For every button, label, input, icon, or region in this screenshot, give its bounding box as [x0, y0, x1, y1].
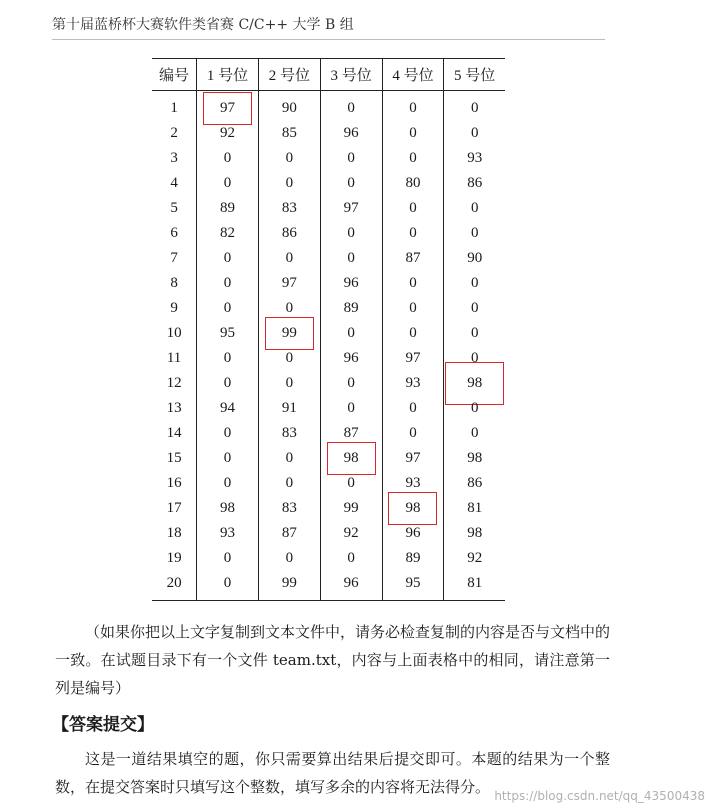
cell-value: 0 — [470, 275, 479, 291]
cell-value: 0 — [409, 100, 417, 116]
cell-value: 81 — [467, 575, 483, 591]
table-row — [152, 571, 505, 601]
cell-value: 98 — [343, 450, 359, 466]
cell-value: 97 — [405, 350, 421, 366]
cell-value: 93 — [220, 525, 236, 541]
score-cell — [382, 296, 444, 321]
section-title: 【答案提交】 — [52, 715, 154, 735]
cell-value: 0 — [409, 275, 417, 291]
cell-value: 0 — [409, 150, 417, 166]
cell-value: 83 — [281, 200, 297, 216]
cell-value: 93 — [405, 375, 421, 391]
row-number-cell — [152, 571, 197, 601]
score-cell — [444, 521, 505, 546]
row-number-cell — [152, 521, 197, 546]
cell-value: 0 — [285, 350, 294, 366]
row-number-cell — [152, 121, 197, 146]
cell-value: 97 — [343, 200, 359, 216]
cell-value: 81 — [467, 500, 483, 516]
cell-value: 0 — [223, 175, 232, 191]
cell-value: 86 — [281, 225, 297, 241]
score-cell — [382, 346, 444, 371]
score-cell — [258, 121, 320, 146]
score-cell — [320, 121, 382, 146]
cell-value: 8 — [170, 275, 178, 291]
cell-value: 99 — [281, 575, 297, 591]
cell-value: 0 — [285, 175, 294, 191]
cell-value: 0 — [285, 375, 294, 391]
page-header: 第十届蓝桥杯大赛软件类省赛 C/C++ 大学 B 组 — [52, 14, 605, 40]
table-row — [152, 371, 505, 396]
cell-value: 96 — [343, 275, 359, 291]
cell-value: 0 — [223, 300, 232, 316]
watermark: https://blog.csdn.net/qq_43500438 — [494, 789, 705, 803]
cell-value: 1 — [170, 100, 178, 116]
cell-value: 98 — [467, 375, 483, 391]
cell-value: 11 — [166, 350, 182, 366]
score-cell — [258, 571, 320, 601]
cell-value: 16 — [166, 475, 182, 491]
score-cell — [382, 146, 444, 171]
score-cell — [320, 546, 382, 571]
score-cell — [197, 91, 259, 122]
cell-value: 96 — [343, 350, 359, 366]
cell-value: 97 — [220, 100, 236, 116]
cell-value: 98 — [467, 525, 483, 541]
score-cell — [320, 146, 382, 171]
cell-value: 89 — [405, 550, 421, 566]
row-number-cell — [152, 496, 197, 521]
score-cell — [444, 121, 505, 146]
score-cell — [382, 321, 444, 346]
table-row — [152, 296, 505, 321]
score-cell — [258, 421, 320, 446]
score-cell — [197, 396, 259, 421]
cell-value: 99 — [343, 500, 359, 516]
column-header: 5 号位 — [444, 59, 505, 91]
cell-value: 0 — [285, 300, 294, 316]
row-number-cell — [152, 421, 197, 446]
score-cell — [320, 321, 382, 346]
score-cell — [320, 221, 382, 246]
score-cell — [320, 496, 382, 521]
table-row — [152, 546, 505, 571]
cell-value: 95 — [405, 575, 421, 591]
cell-value: 92 — [343, 525, 359, 541]
cell-value: 0 — [347, 550, 355, 566]
score-cell — [320, 346, 382, 371]
cell-value: 0 — [223, 250, 232, 266]
cell-value: 83 — [281, 500, 297, 516]
cell-value: 2 — [170, 125, 178, 141]
table-row — [152, 496, 505, 521]
row-number-cell — [152, 246, 197, 271]
row-number-cell — [152, 396, 197, 421]
row-number-cell — [152, 221, 197, 246]
row-number-cell — [152, 546, 197, 571]
score-cell — [444, 296, 505, 321]
cell-value: 97 — [281, 275, 297, 291]
cell-value: 90 — [281, 100, 297, 116]
score-cell — [444, 496, 505, 521]
score-cell — [197, 571, 259, 601]
cell-value: 0 — [347, 250, 355, 266]
score-cell — [197, 471, 259, 496]
column-header: 1 号位 — [197, 59, 259, 91]
table-row — [152, 196, 505, 221]
score-cell — [197, 496, 259, 521]
score-cell — [444, 246, 505, 271]
cell-value: 98 — [467, 450, 483, 466]
cell-value: 96 — [343, 125, 359, 141]
cell-value: 0 — [470, 225, 479, 241]
cell-value: 99 — [281, 325, 297, 341]
cell-value: 0 — [223, 375, 232, 391]
score-cell — [197, 546, 259, 571]
score-cell — [444, 371, 505, 396]
score-cell — [382, 571, 444, 601]
cell-value: 87 — [281, 525, 297, 541]
row-number-cell — [152, 346, 197, 371]
score-cell — [197, 146, 259, 171]
score-cell — [320, 446, 382, 471]
score-cell — [382, 221, 444, 246]
row-number-cell — [152, 321, 197, 346]
score-table — [152, 58, 505, 601]
table-row — [152, 271, 505, 296]
cell-value: 7 — [170, 250, 178, 266]
score-cell — [320, 171, 382, 196]
cell-value: 0 — [409, 200, 417, 216]
table-row — [152, 246, 505, 271]
score-cell — [258, 171, 320, 196]
cell-value: 0 — [470, 100, 479, 116]
score-cell — [258, 196, 320, 221]
score-cell — [444, 91, 505, 122]
cell-value: 91 — [281, 400, 297, 416]
score-cell — [444, 421, 505, 446]
cell-value: 19 — [166, 550, 182, 566]
cell-value: 80 — [405, 175, 421, 191]
cell-value: 0 — [470, 125, 479, 141]
column-header: 2 号位 — [258, 59, 320, 91]
cell-value: 98 — [220, 500, 236, 516]
score-cell — [444, 271, 505, 296]
score-cell — [320, 91, 382, 122]
score-cell — [197, 171, 259, 196]
row-number-cell — [152, 446, 197, 471]
score-cell — [444, 146, 505, 171]
cell-value: 4 — [170, 175, 178, 191]
cell-value: 6 — [170, 225, 178, 241]
score-cell — [197, 296, 259, 321]
score-cell — [382, 196, 444, 221]
cell-value: 97 — [405, 450, 421, 466]
cell-value: 0 — [470, 425, 479, 441]
cell-value: 14 — [166, 425, 182, 441]
cell-value: 94 — [220, 400, 236, 416]
score-cell — [382, 171, 444, 196]
table-row — [152, 521, 505, 546]
cell-value: 17 — [166, 500, 182, 516]
score-cell — [258, 146, 320, 171]
score-cell — [320, 571, 382, 601]
score-cell — [444, 571, 505, 601]
table-row — [152, 91, 505, 122]
cell-value: 0 — [223, 425, 232, 441]
table-row — [152, 221, 505, 246]
cell-value: 92 — [467, 550, 483, 566]
score-cell — [197, 346, 259, 371]
row-number-cell — [152, 146, 197, 171]
score-cell — [444, 171, 505, 196]
score-cell — [258, 396, 320, 421]
cell-value: 96 — [405, 525, 421, 541]
cell-value: 0 — [285, 150, 294, 166]
column-header: 编号 — [159, 68, 190, 84]
cell-value: 0 — [285, 475, 294, 491]
cell-value: 0 — [347, 150, 355, 166]
row-number-cell — [152, 296, 197, 321]
score-cell — [382, 446, 444, 471]
cell-value: 92 — [220, 125, 236, 141]
score-cell — [258, 546, 320, 571]
score-cell — [320, 296, 382, 321]
cell-value: 87 — [405, 250, 421, 266]
score-cell — [197, 271, 259, 296]
cell-value: 89 — [343, 300, 359, 316]
cell-value: 96 — [343, 575, 359, 591]
score-cell — [320, 271, 382, 296]
cell-value: 0 — [409, 425, 417, 441]
cell-value: 0 — [223, 475, 232, 491]
cell-value: 15 — [166, 450, 182, 466]
cell-value: 0 — [347, 225, 355, 241]
score-cell — [258, 91, 320, 122]
cell-value: 0 — [223, 450, 232, 466]
row-number-cell — [152, 91, 197, 122]
cell-value: 95 — [220, 325, 236, 341]
cell-value: 86 — [467, 475, 483, 491]
cell-value: 0 — [285, 550, 294, 566]
cell-value: 0 — [347, 325, 355, 341]
row-number-cell — [152, 371, 197, 396]
cell-value: 0 — [409, 400, 417, 416]
cell-value: 0 — [470, 300, 479, 316]
score-cell — [320, 196, 382, 221]
cell-value: 0 — [409, 225, 417, 241]
score-cell — [382, 371, 444, 396]
cell-value: 0 — [285, 250, 294, 266]
table-header-row — [152, 59, 505, 91]
score-cell — [258, 521, 320, 546]
score-cell — [258, 446, 320, 471]
cell-value: 0 — [470, 325, 479, 341]
score-cell — [444, 446, 505, 471]
score-cell — [382, 546, 444, 571]
table-row — [152, 321, 505, 346]
score-cell — [382, 496, 444, 521]
cell-value: 0 — [223, 350, 232, 366]
cell-value: 98 — [405, 500, 421, 516]
score-cell — [382, 396, 444, 421]
cell-value: 93 — [467, 150, 483, 166]
score-cell — [197, 421, 259, 446]
cell-value: 20 — [166, 575, 182, 591]
cell-value: 0 — [223, 575, 232, 591]
cell-value: 89 — [220, 200, 236, 216]
cell-value: 83 — [281, 425, 297, 441]
cell-value: 0 — [223, 275, 232, 291]
cell-value: 82 — [220, 225, 236, 241]
cell-value: 3 — [170, 150, 178, 166]
score-cell — [258, 271, 320, 296]
table-body — [152, 91, 505, 601]
score-cell — [197, 246, 259, 271]
score-cell — [444, 321, 505, 346]
score-cell — [382, 91, 444, 122]
cell-value: 86 — [467, 175, 483, 191]
table-row — [152, 171, 505, 196]
score-cell — [258, 321, 320, 346]
score-cell — [444, 221, 505, 246]
score-cell — [444, 471, 505, 496]
score-cell — [320, 371, 382, 396]
cell-value: 0 — [347, 175, 355, 191]
column-header: 3 号位 — [320, 59, 382, 91]
score-cell — [197, 196, 259, 221]
score-cell — [197, 446, 259, 471]
row-number-cell — [152, 271, 197, 296]
cell-value: 0 — [347, 400, 355, 416]
row-number-cell — [152, 171, 197, 196]
cell-value: 90 — [467, 250, 483, 266]
cell-value: 0 — [409, 325, 417, 341]
column-header: 4 号位 — [382, 59, 444, 91]
score-cell — [197, 371, 259, 396]
cell-value: 85 — [281, 125, 297, 141]
score-cell — [258, 471, 320, 496]
score-cell — [258, 371, 320, 396]
score-cell — [382, 246, 444, 271]
score-cell — [382, 271, 444, 296]
cell-value: 9 — [170, 300, 178, 316]
score-cell — [320, 521, 382, 546]
cell-value: 0 — [470, 200, 479, 216]
score-cell — [258, 246, 320, 271]
answer-instructions: 这是一道结果填空的题，你只需要算出结果后提交即可。本题的结果为一个整数，在提交答案时只填写这个整数，填写多余的内容将无法得分。 — [55, 750, 610, 796]
cell-value: 18 — [166, 525, 182, 541]
table-row — [152, 146, 505, 171]
score-cell — [444, 196, 505, 221]
cell-value: 0 — [285, 450, 294, 466]
cell-value: 87 — [343, 425, 359, 441]
cell-value: 10 — [166, 325, 182, 341]
cell-value: 0 — [223, 150, 232, 166]
score-cell — [444, 546, 505, 571]
score-cell — [197, 221, 259, 246]
cell-value: 0 — [223, 550, 232, 566]
row-number-cell — [152, 471, 197, 496]
cell-value: 93 — [405, 475, 421, 491]
score-cell — [197, 521, 259, 546]
score-cell — [382, 121, 444, 146]
score-cell — [320, 246, 382, 271]
score-cell — [197, 321, 259, 346]
cell-value: 12 — [166, 375, 182, 391]
table-row — [152, 446, 505, 471]
cell-value: 0 — [409, 125, 417, 141]
cell-value: 0 — [470, 400, 479, 416]
row-number-cell — [152, 196, 197, 221]
cell-value: 0 — [347, 475, 355, 491]
cell-value: 0 — [347, 375, 355, 391]
cell-value: 5 — [170, 200, 178, 216]
score-cell — [320, 396, 382, 421]
score-cell — [382, 421, 444, 446]
cell-value: 13 — [166, 400, 182, 416]
copy-note: （如果你把以上文字复制到文本文件中，请务必检查复制的内容是否与文档中的一致。在试题目录下有一个文件 team.txt，内容与上面表格中的相同，请注意第一列是编号） — [55, 623, 611, 697]
score-cell — [258, 496, 320, 521]
cell-value: 0 — [347, 100, 355, 116]
score-cell — [258, 221, 320, 246]
cell-value: 0 — [409, 300, 417, 316]
cell-value: 0 — [470, 350, 479, 366]
